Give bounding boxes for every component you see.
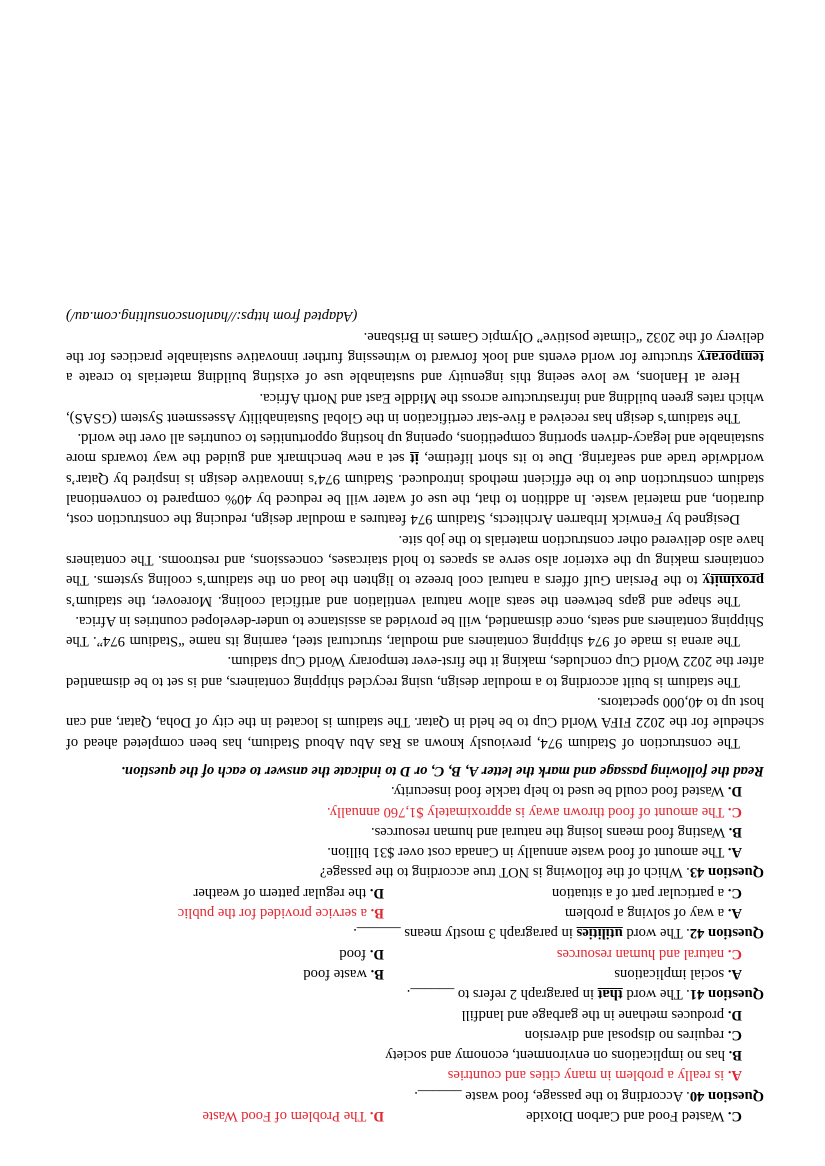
q40-option-d: D. produces methane in the garbage and landfill [461,1006,742,1023]
q43-option-c: C. The amount of food thrown away is approximately $1,760 annually. [326,803,742,820]
q43-option-b: B. Wasting food means losing the natural and human resources. [370,823,742,840]
q41-label: Question 41 [689,986,764,1003]
passage-paragraph-5: Designed by Fenwick Iribarren Architects, Stadium 974 features a modular design, reducing the construction cost, duration, and material waste. In addition to that, the use of water will be reduced by 40% compared to conventional stadium construction due to the efficient methods introduced. Stadium 974’s innovative design is inspired by Qatar’s worldwide trade and seafaring. Due to its short lifetime, it set a new benchmark and guided the way towards more sustainable and legacy-driven sporting competitions, opening up hosting opportunities to countries all over the world. [66,430,764,528]
q41-stem: Question 41. The word that in paragraph 2 refers to ______. [406,986,764,1003]
q42-label: Question 42 [689,925,764,942]
q41-option-b: B. waste food [303,965,384,982]
passage-paragraph-4: The shape and gaps between the seats allow natural ventilation and artificial cooling. Moreover, the stadium’s proximity to the Persian Gulf offers a natural cool breeze to lighten the load on the stadium’s cooling systems. The containers making up the exterior also serve as spaces to hold staircases, concessions, and restrooms. The containers have also delivered other construction materials to the job site. [66,531,764,609]
q41-options-row-1 [66,964,764,984]
keyword-proximity: proximity [702,572,764,589]
q41-options-row-2 [66,943,764,963]
passage-paragraph-2: The stadium is built according to a modular design, using recycled shipping containers, and is set to be dismantled after the 2022 World Cup concludes, making it the first-ever temporary World Cup stadium. [66,653,764,690]
q39-option-c: C. Wasted Food and Carbon Dioxide [526,1108,742,1124]
q42-option-d: D. the regular pattern of weather [193,884,384,901]
q42-keyword: utilities [576,925,623,942]
q41-option-a: A. social implications [614,965,742,982]
q39-option-d: D. The Problem of Food Waste [202,1108,384,1124]
q42-option-c: C. a particular part of a situation [551,884,742,901]
q40-option-a: A. is really a problem in many cities and countries [447,1067,742,1084]
passage-paragraph-6: The stadium’s design has received a five-star certification in the Global Sustainability Assessment System (GSAS), which rates green building and infrastructure across the Middle East and North Africa. [66,389,764,426]
document-content [66,306,764,1126]
q41-keyword: that [597,986,623,1003]
q39-options-row [66,1106,764,1126]
keyword-it: it [409,450,419,467]
q40-stem: Question 40. According to the passage, food waste ______. [414,1087,764,1104]
q43-option-d: D. Wasted food could be used to help tackle food insecurity. [390,783,742,800]
q40-option-c: C. requires no disposal and diversion [524,1026,742,1043]
q43-label: Question 43 [689,864,764,881]
q42-options-row-1 [66,903,764,923]
q41-option-d: D. food [339,945,384,962]
q43-stem: Question 43. Which of the following is NOT true according to the passage? [319,864,764,881]
q42-option-a: A. a way of solving a problem [564,905,742,922]
reading-instruction: Read the following passage and mark the letter A, B, C, or D to indicate the answer to each of the question. [121,762,764,779]
q42-options-row-2 [66,882,764,902]
q42-stem: Question 42. The word utilities in paragraph 3 mostly means ______. [353,925,764,942]
q40-label: Question 40 [689,1087,764,1104]
spacer [66,753,764,761]
passage-paragraph-7: Here at Hanlons, we love seeing this ingenuity and sustainable use of existing building materials to create a temporary structure for world events and look forward to witnessing further innovative sustainable practices for the delivery of the 2032 “climate positive” Olympic Games in Brisbane. [66,328,764,386]
passage-source: (Adapted from https://hanlonsconsulting.com.au/) [66,308,358,325]
q42-option-b: B. a service provided for the public [177,905,384,922]
passage-paragraph-1: The construction of Stadium 974, previously known as Ras Abu Aboud Stadium, has been completed ahead of schedule for the 2022 FIFA World Cup to be held in Qatar. The stadium is located in the city of Doha, Qatar, and can host up to 40,000 spectators. [66,694,764,751]
q41-option-c: C. natural and human resources [556,945,742,962]
q43-option-a: A. The amount of food waste annually in Canada cost over $31 billion. [327,844,742,861]
passage-paragraph-3: The arena is made of 974 shipping containers and modular, structural steel, earning its name “Stadium 974”. The Shipping containers and seats, once dismantled, will be provided as assistance to under-developed countries in Africa. [66,612,764,650]
keyword-temporary: temporary [697,349,764,366]
q40-option-b: B. has no implications on environment, economy and society [385,1047,742,1064]
